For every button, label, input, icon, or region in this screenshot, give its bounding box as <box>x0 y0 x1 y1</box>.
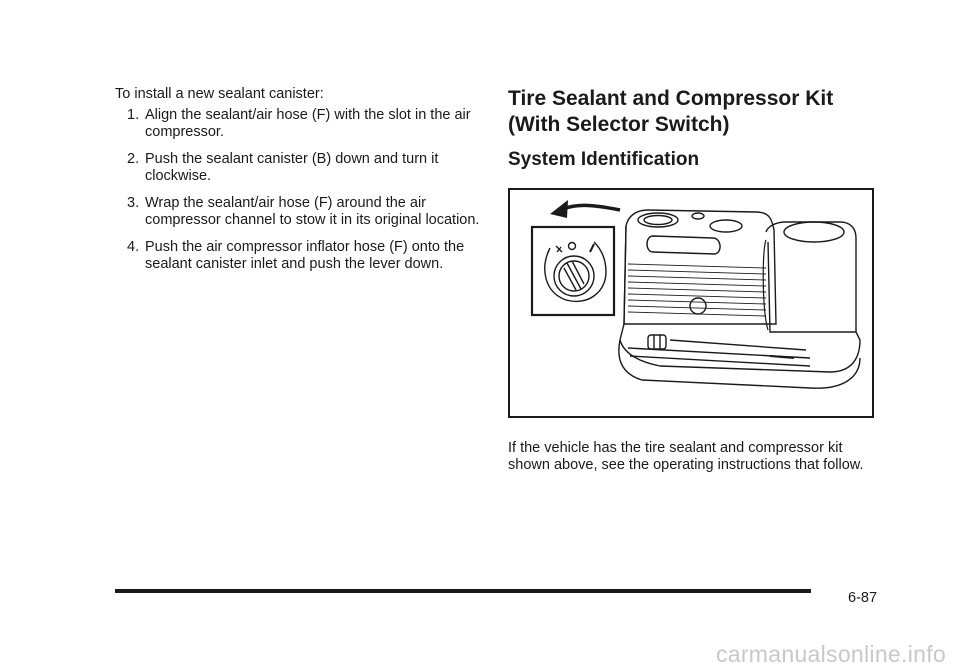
intro-text: To install a new sealant canister: <box>115 86 324 102</box>
center-position-mark <box>569 243 576 250</box>
step-number: 2. <box>127 151 140 167</box>
hose-channel <box>619 340 860 388</box>
watermark: carmanualsonline.info <box>715 641 946 667</box>
list-item <box>115 151 485 185</box>
step-number: 4. <box>127 239 140 255</box>
list-item <box>115 107 485 141</box>
step-number: 3. <box>127 195 140 211</box>
left-position-mark <box>556 246 562 252</box>
cooling-vents <box>628 264 766 316</box>
step-text: Align the sealant/air hose (F) with the slot in the air compressor. <box>145 107 471 140</box>
hose-port <box>690 298 706 314</box>
step-text: Push the sealant canister (B) down and turn it clockwise. <box>145 151 439 184</box>
compressor-kit-illustration <box>508 188 874 418</box>
power-button <box>692 213 704 219</box>
rotation-arrow-icon <box>563 205 620 210</box>
install-steps-list <box>115 107 485 273</box>
left-column <box>115 86 485 273</box>
canister-cap <box>784 222 844 242</box>
page-number: 6-87 <box>848 590 878 606</box>
section-title: Tire Sealant and Compressor Kit (With Selector Switch) <box>508 87 834 136</box>
caption-text: If the vehicle has the tire sealant and compressor kit shown above, see the operating instructions that follow. <box>508 440 864 473</box>
compressor-base <box>620 324 860 372</box>
list-item <box>115 195 485 229</box>
step-text: Wrap the sealant/air hose (F) around the air compressor channel to stow it in its original location. <box>145 195 480 228</box>
right-column <box>508 86 878 489</box>
compressor-drawing <box>510 190 872 416</box>
right-position-mark <box>590 244 594 252</box>
subsection-title: System Identification <box>508 149 700 170</box>
control-dial <box>710 220 742 232</box>
carry-handle-slot <box>647 236 720 254</box>
step-number: 1. <box>127 107 140 123</box>
sealant-canister <box>766 222 856 332</box>
footer-rule <box>115 589 811 593</box>
step-text: Push the air compressor inflator hose (F) onto the sealant canister inlet and push the lever down. <box>145 239 465 272</box>
list-item <box>115 239 485 273</box>
hose-connector <box>648 335 666 349</box>
